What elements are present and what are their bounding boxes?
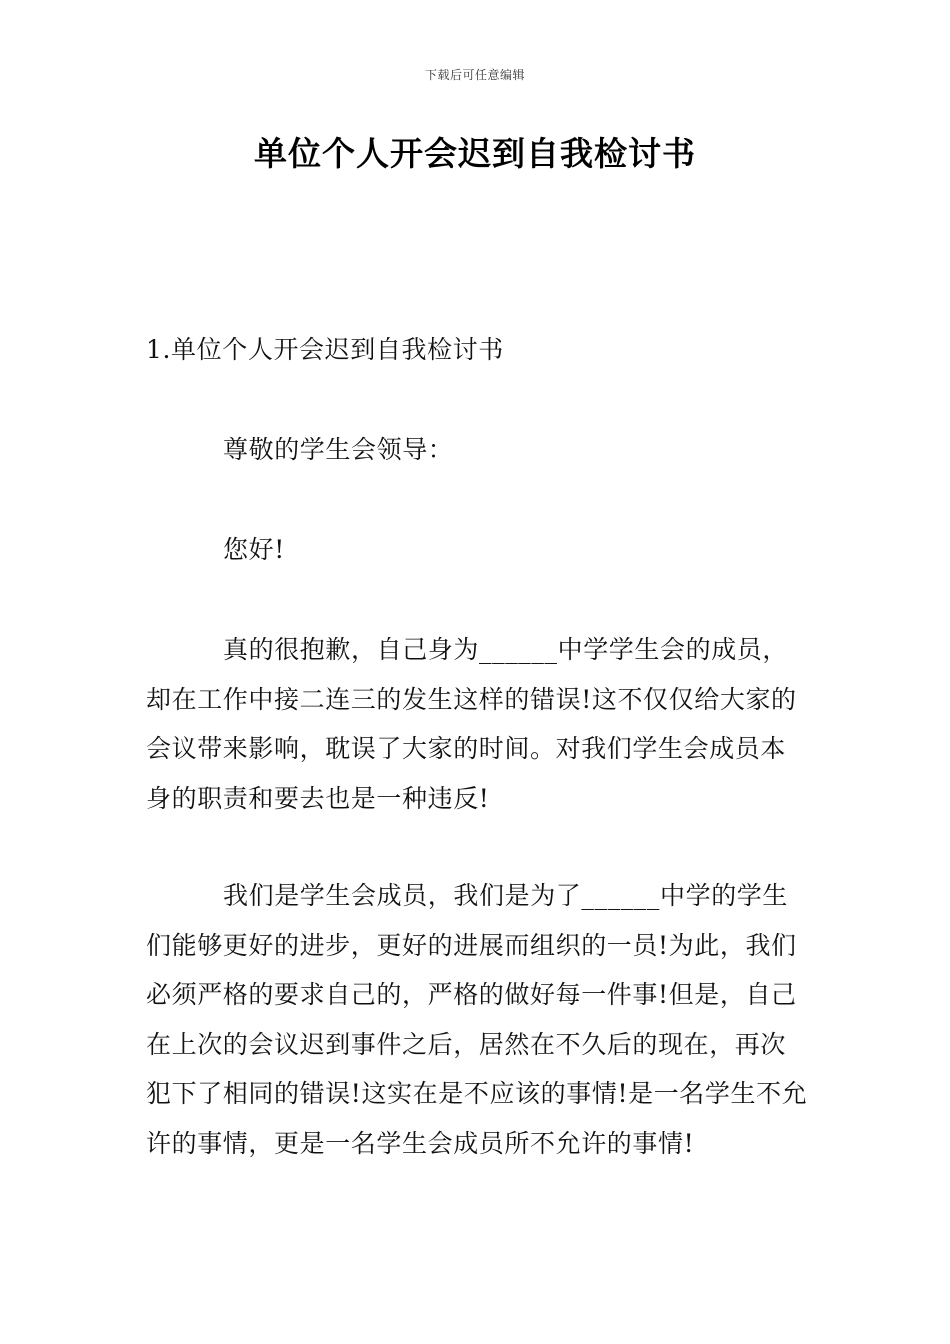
body-paragraph-1: 真的很抱歉，自己身为______中学学生会的成员，却在工作中接二连三的发生这样的错误!这不仅仅给大家的会议带来影响，耽误了大家的时间。对我们学生会成员本身的职责和要去也是一种违反! — [146, 635, 797, 813]
page-title: 单位个人开会迟到自我检讨书 — [254, 134, 696, 173]
section-heading: 1.单位个人开会迟到自我检讨书 — [146, 335, 504, 364]
salutation: 尊敬的学生会领导： — [223, 435, 454, 464]
greeting: 您好! — [223, 535, 285, 564]
body-paragraph-2: 我们是学生会成员，我们是为了______中学的学生们能够更好的进步，更好的进展而组织的一员!为此，我们必须严格的要求自己的，严格的做好每一件事!但是，自己在上次的会议迟到事件之后，居然在不久后的现在，再次犯下了相同的错误!这实在是不应该的事情!是一名学生不允许的事情，更是一名学生会成员所不允许的事情! — [146, 881, 808, 1158]
header-note: 下载后可任意编辑 — [424, 68, 525, 82]
